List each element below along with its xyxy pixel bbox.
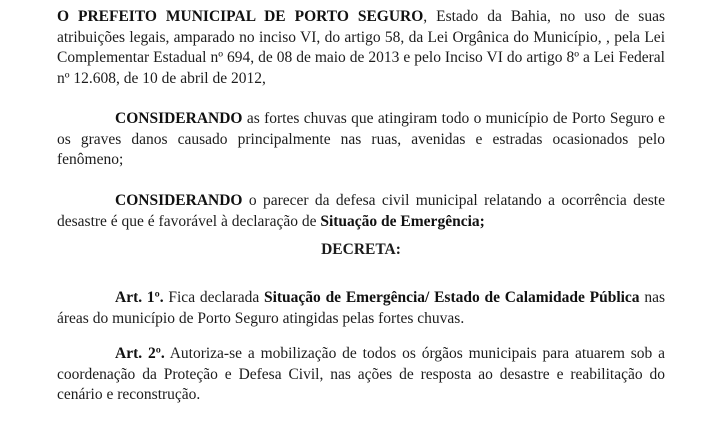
considering-keyword-1: CONSIDERANDO <box>115 110 243 127</box>
considering-paragraph-2 <box>57 191 665 232</box>
article-1-emphasis: Situação de Emergência/ Estado de Calamidade Pública <box>263 289 640 306</box>
article-1-text-before: Fica declarada <box>163 289 264 306</box>
article-1-paragraph <box>57 288 665 329</box>
article-2-paragraph <box>57 344 665 406</box>
considering-text-1: as fortes chuvas que atingiram todo o município de Porto Seguro e os graves danos causado principalmente nas ruas, avenidas e estradas ocasionados pelo fenômeno; <box>57 110 665 168</box>
article-2-label: Art. 2º. <box>115 345 165 362</box>
preamble-paragraph <box>57 7 665 89</box>
cut-off-next-line <box>57 416 665 430</box>
cut-off-line-fragment <box>115 425 655 430</box>
emergency-situation-emphasis: Situação de Emergência; <box>320 212 485 230</box>
article-1-label: Art. 1º. <box>115 289 164 306</box>
considering-keyword-2: CONSIDERANDO <box>115 192 243 209</box>
mayor-title: O PREFEITO MUNICIPAL DE PORTO SEGURO <box>57 8 424 25</box>
decree-heading: DECRETA: <box>321 241 401 258</box>
article-2-text: Autoriza-se a mobilização de todos os órgãos municipais para atuarem sob a coordenação da Proteção e Defesa Civil, nas ações de resposta ao desastre e reabilitação do cenário e reconstrução. <box>57 345 665 403</box>
preamble-text: , Estado da Bahia, no uso de suas atribuições legais, amparado no inciso VI, do artigo 58, da Lei Orgânica do Município, , pela Lei Complementar Estadual nº 694, de 08 de maio de 2013 e pelo Inciso VI do artigo 8º a Lei Federal nº 12.608, de 10 de abril de 2012, <box>57 8 665 87</box>
article-1-text-after: nas áreas do município de Porto Seguro atingidas pelas fortes chuvas. <box>57 289 665 327</box>
considering-text-2: o parecer da defesa civil municipal relatando a ocorrência deste desastre é que é favorável à declaração de <box>57 192 665 230</box>
considering-paragraph-1 <box>57 109 665 171</box>
